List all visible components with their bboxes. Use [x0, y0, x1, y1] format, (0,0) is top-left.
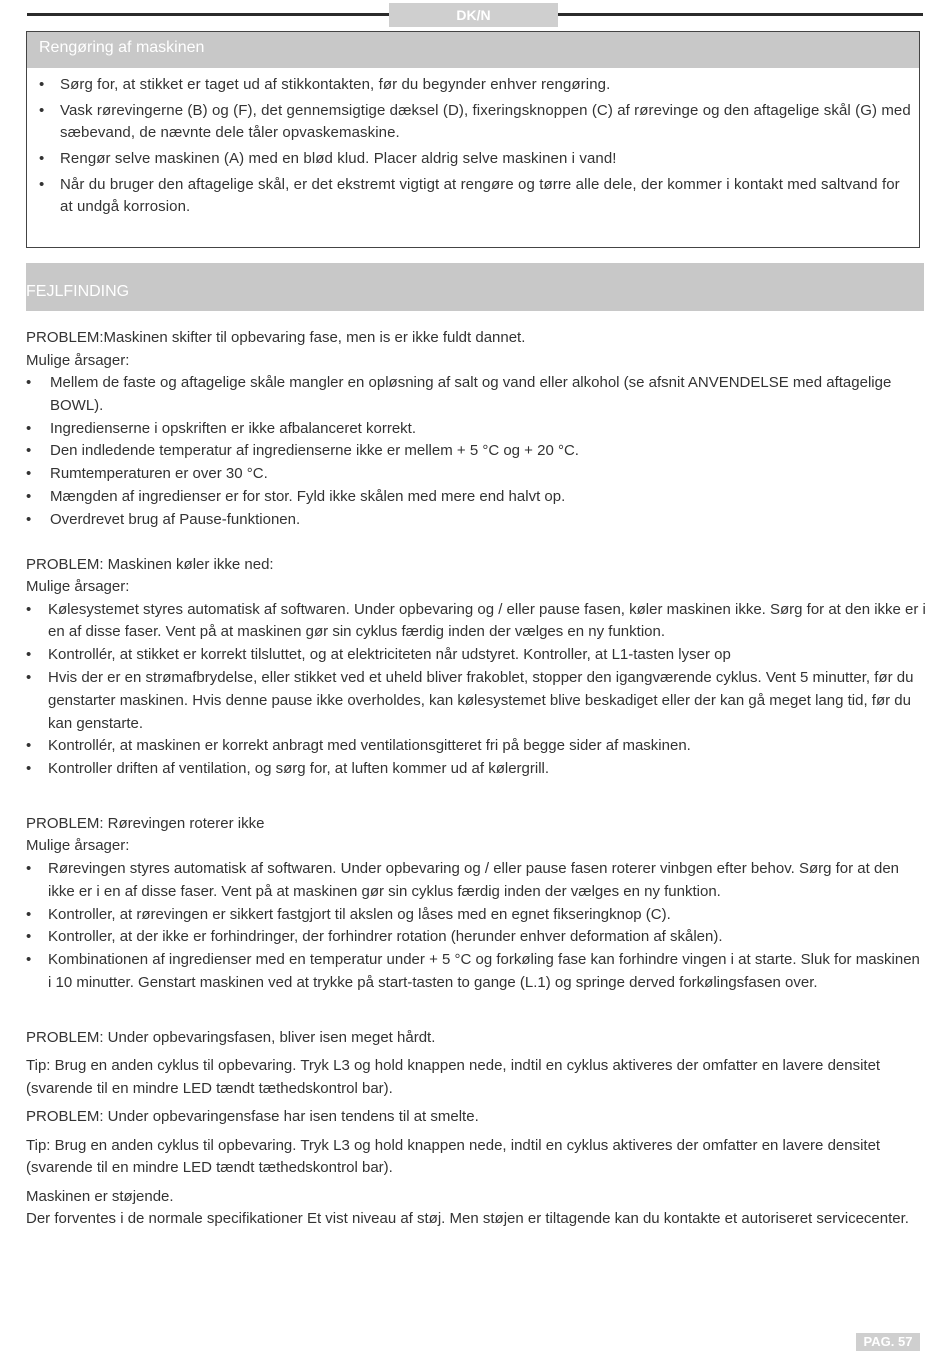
list-item: [26, 758, 926, 781]
list-item: [26, 440, 926, 463]
problem-2-causes-label: Mulige årsager:: [26, 578, 130, 596]
list-item-text: Vask rørevingerne (B) og (F), det gennemsigtige dæksel (D), fixeringsknoppen (C) af rørevinge og den aftagelige skål (G) med sæbevand, de nævnte dele tåler opvaskemaskine.: [60, 102, 911, 141]
noise-heading: Maskinen er støjende.: [26, 1187, 174, 1205]
list-item: [39, 174, 911, 218]
list-item: [26, 949, 926, 995]
list-item-text: Kontrollér, at maskinen er korrekt anbragt med ventilationsgitteret fri på begge sider af maskinen.: [48, 737, 691, 755]
bullet-icon: •: [26, 510, 32, 528]
list-item-text: Rørevingen styres automatisk af softwaren. Under opbevaring og / eller pause fasen roterer vinbgen efter behov. Sørg for at den ikke er i en af disse faser. Vent på at maskinen gør sin cyklus færdig inden der vælges en ny funktion.: [48, 859, 900, 900]
troubleshooting-heading: FEJLFINDING: [26, 263, 924, 311]
list-item-text: Mellem de faste og aftagelige skåle mangler en opløsning af salt og vand eller alkohol (se afsnit ANVENDELSE med aftagelige BOWL).: [50, 374, 892, 414]
bullet-icon: •: [39, 102, 45, 119]
bullet-icon: •: [26, 760, 32, 778]
list-item: [39, 148, 911, 170]
bullet-icon: •: [26, 905, 32, 923]
bullet-icon: •: [26, 737, 32, 755]
problem-5-heading: PROBLEM: Under opbevaringensfase har isen tendens til at smelte.: [26, 1108, 479, 1126]
list-item: [26, 858, 926, 904]
list-item: [26, 372, 926, 418]
list-item-text: Ingredienserne i opskriften er ikke afbalanceret korrekt.: [50, 419, 417, 437]
list-item-text: Mængden af ingredienser er for stor. Fyld ikke skålen med mere end halvt op.: [50, 487, 566, 505]
noise-text: Der forventes i de normale specifikationer Et vist niveau af støj. Men støjen er tiltagende kan du kontakte et autoriseret servicecenter.: [26, 1210, 909, 1228]
bullet-icon: •: [26, 646, 32, 664]
bullet-icon: •: [26, 951, 32, 969]
list-item-text: Kontroller driften af ventilation, og sørg for, at luften kommer ud af kølergrill.: [48, 760, 550, 778]
list-item-text: Rumtemperaturen er over 30 °C.: [50, 465, 268, 483]
problem-2-list: [26, 599, 926, 781]
problem-1-causes-label: Mulige årsager:: [26, 351, 130, 369]
bullet-icon: •: [26, 600, 32, 618]
list-item-text: Overdrevet brug af Pause-funktionen.: [50, 510, 301, 528]
problem-1-list: [26, 372, 926, 532]
list-item-text: Sørg for, at stikket er taget ud af stikkontakten, før du begynder enhver rengøring.: [60, 76, 611, 93]
cleaning-section: [26, 31, 920, 248]
bullet-icon: •: [26, 419, 32, 437]
list-item-text: Hvis der er en strømafbrydelse, eller stikket ved et uheld bliver frakoblet, stopper den igangværende cyklus. Vent 5 minutter, før du genstarter maskinen. Hvis denne pause ikke overholdes, kan kølesystemet blive beskadiget eller der kan gå meget lang tid, før du kan genstarte.: [48, 668, 914, 732]
list-item: [26, 735, 926, 758]
problem-3-causes-label: Mulige årsager:: [26, 837, 130, 855]
bullet-icon: •: [39, 176, 45, 193]
list-item: [39, 100, 911, 144]
bullet-icon: •: [26, 928, 32, 946]
problem-3-list: [26, 858, 926, 995]
list-item: [26, 418, 926, 441]
problem-3-heading: PROBLEM: Rørevingen roterer ikke: [26, 814, 265, 832]
list-item-text: Rengør selve maskinen (A) med en blød klud. Placer aldrig selve maskinen i vand!: [60, 150, 617, 167]
problem-4-heading: PROBLEM: Under opbevaringsfasen, bliver isen meget hårdt.: [26, 1028, 436, 1046]
bullet-icon: •: [39, 150, 45, 167]
bullet-icon: •: [26, 465, 32, 483]
list-item-text: Kombinationen af ingredienser med en temperatur under + 5 °C og forkøling fase kan forhindre vingen i at starte. Sluk for maskinen i 10 minutter. Genstart maskinen ved at trykke på start-tasten to gange (L.1) og springe derved forkølingsfasen over.: [48, 951, 920, 991]
header-rule-left: [27, 13, 389, 16]
bullet-icon: •: [26, 487, 32, 505]
list-item: [26, 463, 926, 486]
list-item-text: Kølesystemet styres automatisk af softwaren. Under opbevaring og / eller pause fasen, køler maskinen ikke. Sørg for at den ikke er i en af disse faser. Vent på at maskinen gør sin cyklus færdig inden der vælges en ny funktion.: [48, 600, 926, 641]
header-rule-right: [558, 13, 923, 16]
troubleshooting-content: [26, 327, 926, 1231]
bullet-icon: •: [26, 859, 32, 877]
bullet-icon: •: [39, 76, 45, 93]
bullet-icon: •: [26, 374, 32, 391]
list-item: [26, 667, 926, 735]
list-item-text: Kontrollér, at stikket er korrekt tilsluttet, og at elektriciteten når udstyret. Kontroller, at L1-tasten lyser op: [48, 646, 731, 664]
language-tag: DK/N: [389, 3, 558, 27]
list-item: [26, 904, 926, 927]
list-item-text: Kontroller, at rørevingen er sikkert fastgjort til akslen og låses med en egnet fikseringknop (C).: [48, 905, 671, 923]
problem-1-heading: PROBLEM:Maskinen skifter til opbevaring fase, men is er ikke fuldt dannet.: [26, 329, 526, 346]
list-item: [26, 644, 926, 667]
list-item-text: Den indledende temperatur af ingredienserne ikke er mellem + 5 °C og + 20 °C.: [50, 442, 579, 460]
list-item: [26, 509, 926, 532]
bullet-icon: •: [26, 668, 32, 686]
cleaning-heading: [27, 32, 919, 68]
list-item: [26, 599, 926, 645]
list-item: [26, 486, 926, 509]
problem-2-heading: PROBLEM: Maskinen køler ikke ned:: [26, 555, 274, 573]
problem-4-tip: Tip: Brug en anden cyklus til opbevaring. Tryk L3 og hold knappen nede, indtil en cyklus aktiveres der omfatter en lavere densitet (svarende til en mindre LED tændt tæthedskontrol bar).: [26, 1057, 881, 1097]
problem-5-tip: Tip: Brug en anden cyklus til opbevaring. Tryk L3 og hold knappen nede, indtil en cyklus aktiveres der omfatter en lavere densitet (svarende til en mindre LED tændt tæthedskontrol bar).: [26, 1136, 881, 1177]
cleaning-title: Rengøring af maskinen: [39, 39, 205, 56]
list-item: [39, 74, 911, 96]
page-number: PAG. 57: [856, 1333, 920, 1351]
list-item-text: Når du bruger den aftagelige skål, er det ekstremt vigtigt at rengøre og tørre alle dele, der kommer i kontakt med saltvand for at undgå korrosion.: [60, 176, 900, 215]
list-item: [26, 926, 926, 949]
cleaning-list: [27, 68, 919, 218]
list-item-text: Kontroller, at der ikke er forhindringer, der forhindrer rotation (herunder enhver deformation af skålen).: [48, 928, 723, 946]
bullet-icon: •: [26, 442, 32, 460]
